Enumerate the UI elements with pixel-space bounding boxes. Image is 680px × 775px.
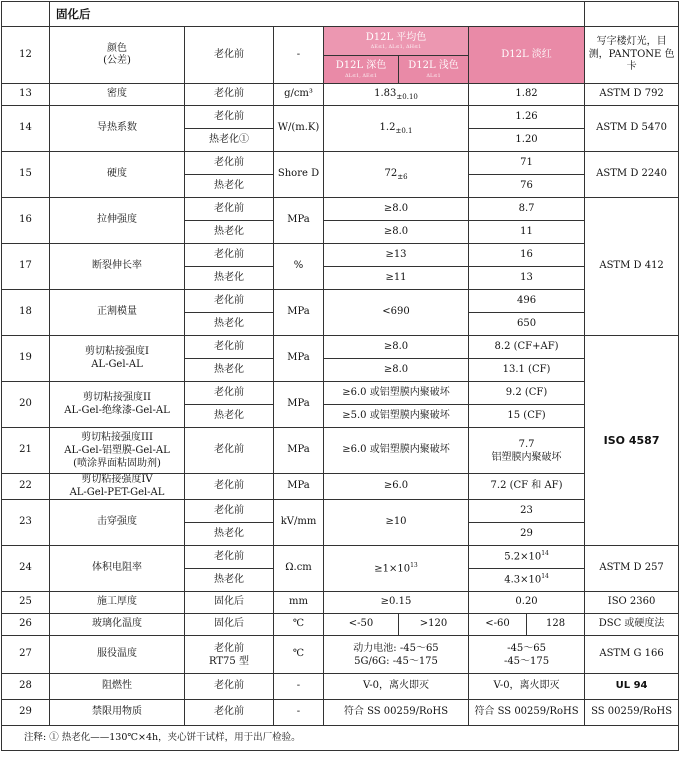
section-title: 固化后 xyxy=(50,2,585,27)
test-method: ASTM D 2240 xyxy=(585,152,679,198)
condition: 老化前 xyxy=(185,500,274,523)
unit: Shore D xyxy=(274,152,324,198)
test-method: ISO 2360 xyxy=(585,592,679,614)
table-row xyxy=(2,244,679,267)
condition: 热老化 xyxy=(185,359,274,382)
property-name: 服役温度 xyxy=(50,636,185,674)
spec-exponent: 13 xyxy=(410,561,418,569)
condition: 热老化① xyxy=(185,129,274,152)
measured-value: 1.82 xyxy=(469,84,585,106)
spec-value: ≥5.0 或铝塑膜内聚破坏 xyxy=(324,405,469,428)
unit: MPa xyxy=(274,336,324,382)
spec-value xyxy=(324,636,469,674)
condition: 老化前 xyxy=(185,700,274,726)
property-line: 剪切粘接强度III xyxy=(81,432,153,443)
measured-value: 7.2 (CF 和 AF) xyxy=(469,474,585,500)
property-name: 体积电阻率 xyxy=(50,546,185,592)
spec-table xyxy=(1,1,679,751)
swatch-label: D12L 浅色 xyxy=(408,60,459,72)
condition: 老化前 xyxy=(185,336,274,359)
spec-value: ≥6.0 或铝塑膜内聚破坏 xyxy=(324,382,469,405)
spec-base: ≥1×10 xyxy=(374,562,411,574)
unit: W/(m.K) xyxy=(274,106,324,152)
condition: 老化前 xyxy=(185,546,274,569)
row-number: 28 xyxy=(2,674,50,700)
measured-value: 11 xyxy=(469,221,585,244)
row-number: 20 xyxy=(2,382,50,428)
color-swatch-pink: D12L 淡红 xyxy=(469,27,585,84)
condition: 热老化 xyxy=(185,405,274,428)
measured-value: 符合 SS 00259/RoHS xyxy=(469,700,585,726)
value-exponent: 14 xyxy=(541,550,549,558)
spec-tolerance: ±6 xyxy=(397,172,408,181)
property-name xyxy=(50,382,185,428)
measured-value xyxy=(469,636,585,674)
property-name: 击穿强度 xyxy=(50,500,185,546)
footnote-row xyxy=(2,726,679,751)
swatch-label: D12L 平均色 xyxy=(365,31,427,43)
value-base: 4.3×10 xyxy=(504,574,542,586)
test-method: UL 94 xyxy=(585,674,679,700)
unit: MPa xyxy=(274,198,324,244)
property-name: 导热系数 xyxy=(50,106,185,152)
table-row xyxy=(2,290,679,313)
row-number: 26 xyxy=(2,614,50,636)
table-row xyxy=(2,474,679,500)
property-line: AL-Gel-铝塑膜-Gel-AL xyxy=(64,445,170,456)
condition: 老化前 xyxy=(185,428,274,474)
spec-value: <690 xyxy=(324,290,469,336)
value-exponent: 14 xyxy=(541,573,549,581)
spec-value: ≥11 xyxy=(324,267,469,290)
value-high: 128 xyxy=(527,614,585,636)
spec-value: V-0，离火即灭 xyxy=(324,674,469,700)
measured-value: 496 xyxy=(469,290,585,313)
measured-value: 13.1 (CF) xyxy=(469,359,585,382)
color-swatch-dark xyxy=(324,56,399,84)
measured-value xyxy=(469,546,585,569)
spec-number: 72 xyxy=(384,167,398,179)
row-number: 21 xyxy=(2,428,50,474)
value-line: -45～175 xyxy=(503,655,550,667)
spec-value: ≥8.0 xyxy=(324,336,469,359)
property-name xyxy=(50,27,185,84)
table-row xyxy=(2,636,679,674)
condition: 老化前 xyxy=(185,382,274,405)
value-line: -45～65 xyxy=(507,642,546,654)
spec-line: 5G/6G: -45～175 xyxy=(354,655,438,667)
table-row xyxy=(2,27,679,56)
measured-value: 9.2 (CF) xyxy=(469,382,585,405)
condition: 固化后 xyxy=(185,592,274,614)
row-number: 22 xyxy=(2,474,50,500)
measured-value: V-0，离火即灭 xyxy=(469,674,585,700)
condition: 热老化 xyxy=(185,523,274,546)
measured-value: 8.7 xyxy=(469,198,585,221)
spec-line: 动力电池: -45～65 xyxy=(353,642,439,654)
color-swatch-average xyxy=(324,27,469,56)
footnote: 注释: ① 热老化——130℃×4h，夹心饼干试样，用于出厂检验。 xyxy=(2,726,679,751)
condition: 老化前 xyxy=(185,290,274,313)
property-line: (公差) xyxy=(103,55,131,66)
table-row xyxy=(2,674,679,700)
spec-value xyxy=(324,106,469,152)
condition: 热老化 xyxy=(185,569,274,592)
unit: kV/mm xyxy=(274,500,324,546)
unit: mm xyxy=(274,592,324,614)
row-number: 24 xyxy=(2,546,50,592)
spec-tolerance: ±0.1 xyxy=(395,126,413,135)
spec-high: >120 xyxy=(399,614,469,636)
condition: 老化前 xyxy=(185,674,274,700)
property-name xyxy=(50,428,185,474)
spec-table-container xyxy=(1,1,679,751)
property-line: (喷涂界面粘固助剂) xyxy=(73,458,161,469)
test-method: ISO 4587 xyxy=(585,336,679,546)
condition: 老化前 xyxy=(185,152,274,175)
property-name: 拉伸强度 xyxy=(50,198,185,244)
spec-tolerance: ±0.10 xyxy=(396,92,418,101)
spec-value xyxy=(324,84,469,106)
swatch-tolerance: ΔL≤1 xyxy=(426,72,441,79)
condition: 老化前 xyxy=(185,84,274,106)
color-swatch-light xyxy=(399,56,469,84)
unit: - xyxy=(274,674,324,700)
row-number: 15 xyxy=(2,152,50,198)
spec-value: ≥13 xyxy=(324,244,469,267)
measured-value: 650 xyxy=(469,313,585,336)
spec-value xyxy=(324,152,469,198)
property-line: AL-Gel-绝缘漆-Gel-AL xyxy=(64,404,170,416)
value-low: <-60 xyxy=(469,614,527,636)
unit: MPa xyxy=(274,428,324,474)
row-number: 17 xyxy=(2,244,50,290)
test-method: ASTM D 257 xyxy=(585,546,679,592)
value-base: 5.2×10 xyxy=(504,551,542,563)
condition: 老化前 xyxy=(185,198,274,221)
property-name: 硬度 xyxy=(50,152,185,198)
property-name: 禁限用物质 xyxy=(50,700,185,726)
spec-number: 1.2 xyxy=(379,121,396,133)
measured-value: 0.20 xyxy=(469,592,585,614)
measured-value: 76 xyxy=(469,175,585,198)
property-name xyxy=(50,336,185,382)
condition: 固化后 xyxy=(185,614,274,636)
condition: 热老化 xyxy=(185,267,274,290)
spec-value: ≥0.15 xyxy=(324,592,469,614)
measured-value: 8.2 (CF+AF) xyxy=(469,336,585,359)
spec-number: 1.83 xyxy=(374,87,397,99)
property-line: 剪切粘接强度IV xyxy=(81,474,153,485)
value-line: 铝塑膜内聚破坏 xyxy=(491,451,562,463)
spec-value xyxy=(324,546,469,592)
swatch-label: D12L 深色 xyxy=(335,60,387,72)
table-row xyxy=(2,592,679,614)
table-row xyxy=(2,106,679,129)
property-line: AL-Gel-AL xyxy=(91,358,143,370)
property-line: 剪切粘接强度I xyxy=(85,346,149,357)
unit: - xyxy=(274,27,324,84)
measured-value: 29 xyxy=(469,523,585,546)
unit: - xyxy=(274,700,324,726)
property-line: AL-Gel-PET-Gel-AL xyxy=(69,486,165,498)
measured-value: 71 xyxy=(469,152,585,175)
condition: 老化前 xyxy=(185,474,274,500)
measured-value: 13 xyxy=(469,267,585,290)
row-number: 25 xyxy=(2,592,50,614)
condition: 热老化 xyxy=(185,221,274,244)
test-method: ASTM D 5470 xyxy=(585,106,679,152)
unit: % xyxy=(274,244,324,290)
spec-value: ≥6.0 或铝塑膜内聚破坏 xyxy=(324,428,469,474)
measured-value: 15 (CF) xyxy=(469,405,585,428)
table-header-row xyxy=(2,2,679,27)
spec-value: 符合 SS 00259/RoHS xyxy=(324,700,469,726)
unit: ℃ xyxy=(274,614,324,636)
table-row xyxy=(2,382,679,405)
property-name: 正割模量 xyxy=(50,290,185,336)
unit: ℃ xyxy=(274,636,324,674)
test-method: ASTM G 166 xyxy=(585,636,679,674)
row-number: 14 xyxy=(2,106,50,152)
table-row xyxy=(2,500,679,523)
property-name: 断裂伸长率 xyxy=(50,244,185,290)
row-number: 12 xyxy=(2,27,50,84)
row-number: 29 xyxy=(2,700,50,726)
swatch-tolerance: ΔE≤1, ΔL≤1, ΔH≤1 xyxy=(370,44,422,51)
row-number: 18 xyxy=(2,290,50,336)
value-line: 7.7 xyxy=(518,438,535,450)
table-row xyxy=(2,198,679,221)
property-name: 密度 xyxy=(50,84,185,106)
property-name: 玻璃化温度 xyxy=(50,614,185,636)
unit: g/cm³ xyxy=(274,84,324,106)
test-method: ASTM D 792 xyxy=(585,84,679,106)
measured-value: 1.20 xyxy=(469,129,585,152)
row-number: 27 xyxy=(2,636,50,674)
property-line: 剪切粘接强度II xyxy=(83,392,151,403)
condition-line: 老化前 xyxy=(214,642,244,654)
unit: Ω.cm xyxy=(274,546,324,592)
condition: 老化前 xyxy=(185,27,274,84)
row-number: 23 xyxy=(2,500,50,546)
measured-value: 23 xyxy=(469,500,585,523)
table-row xyxy=(2,700,679,726)
table-row xyxy=(2,152,679,175)
spec-value: ≥6.0 xyxy=(324,474,469,500)
spec-value: ≥10 xyxy=(324,500,469,546)
spec-value: ≥8.0 xyxy=(324,221,469,244)
table-row xyxy=(2,428,679,474)
measured-value xyxy=(469,569,585,592)
test-method: ASTM D 412 xyxy=(585,198,679,336)
unit: MPa xyxy=(274,382,324,428)
table-row xyxy=(2,546,679,569)
measured-value xyxy=(469,428,585,474)
condition xyxy=(185,636,274,674)
table-row xyxy=(2,614,679,636)
measured-value: 1.26 xyxy=(469,106,585,129)
spec-low: <-50 xyxy=(324,614,399,636)
spec-value: ≥8.0 xyxy=(324,359,469,382)
table-row xyxy=(2,336,679,359)
unit: MPa xyxy=(274,290,324,336)
test-method: SS 00259/RoHS xyxy=(585,700,679,726)
spec-value: ≥8.0 xyxy=(324,198,469,221)
condition: 热老化 xyxy=(185,313,274,336)
unit: MPa xyxy=(274,474,324,500)
property-line: 颜色 xyxy=(107,42,127,54)
row-number: 16 xyxy=(2,198,50,244)
row-number: 13 xyxy=(2,84,50,106)
test-method: DSC 或硬度法 xyxy=(585,614,679,636)
condition-line: RT75 型 xyxy=(209,655,249,667)
property-name xyxy=(50,474,185,500)
header-blank-right xyxy=(585,2,679,27)
swatch-tolerance: ΔL≤1, ΔE≤1 xyxy=(344,72,378,79)
row-number: 19 xyxy=(2,336,50,382)
test-method: 写字楼灯光，目测，PANTONE 色卡 xyxy=(585,27,679,84)
condition: 老化前 xyxy=(185,244,274,267)
table-row xyxy=(2,84,679,106)
condition: 老化前 xyxy=(185,106,274,129)
condition: 热老化 xyxy=(185,175,274,198)
header-blank xyxy=(2,2,50,27)
property-name: 施工厚度 xyxy=(50,592,185,614)
property-name: 阻燃性 xyxy=(50,674,185,700)
measured-value: 16 xyxy=(469,244,585,267)
